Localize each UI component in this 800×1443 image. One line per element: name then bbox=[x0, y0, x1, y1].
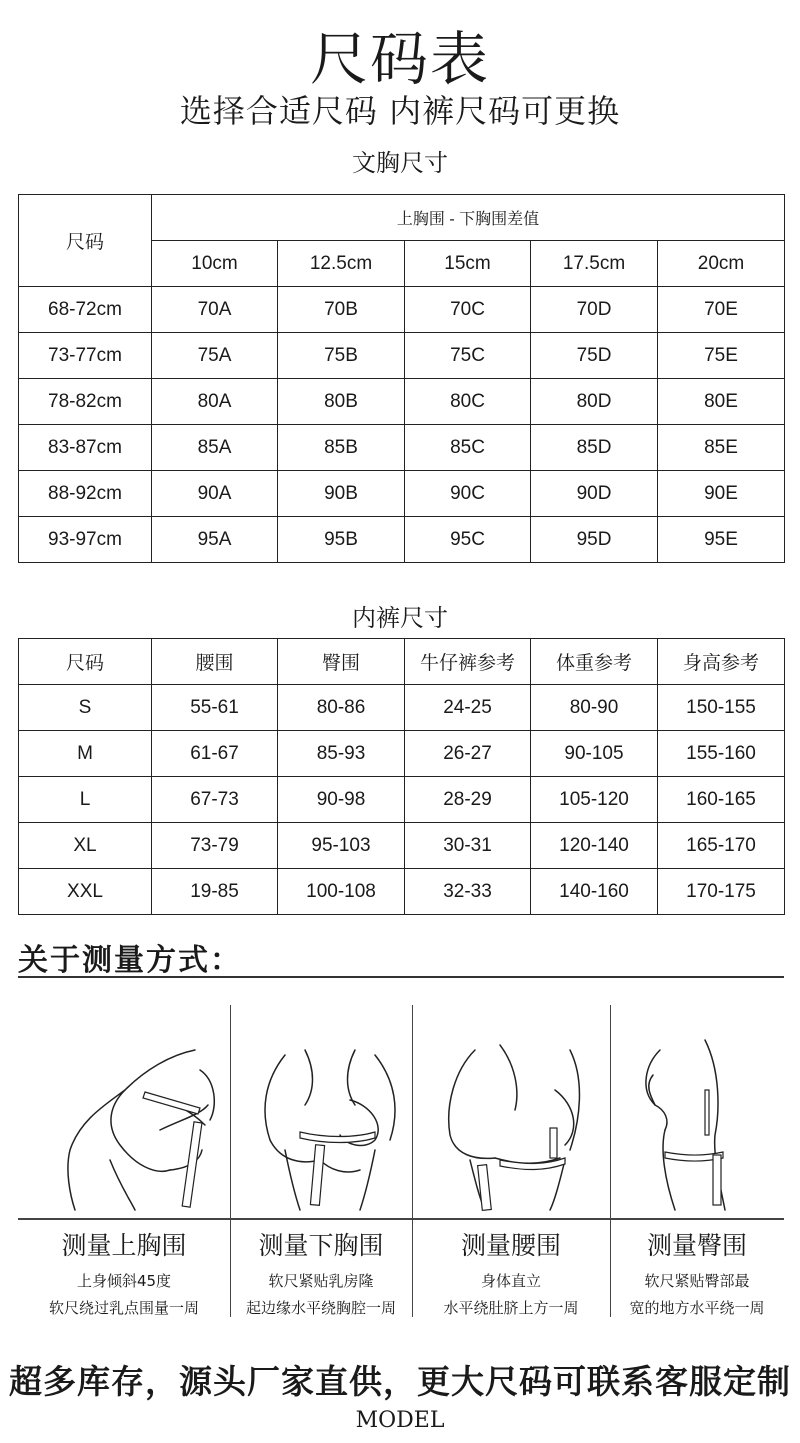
table-cell: 90E bbox=[658, 471, 785, 517]
table-cell: 160-165 bbox=[658, 777, 785, 823]
waist-desc bbox=[412, 1268, 610, 1322]
table-cell: 150-155 bbox=[658, 685, 785, 731]
table-cell: 85B bbox=[278, 425, 405, 471]
under-bust-desc bbox=[230, 1268, 412, 1322]
table-cell: 100-108 bbox=[278, 869, 405, 915]
hip-illustration bbox=[625, 1010, 775, 1215]
table-header-cell: 体重参考 bbox=[531, 639, 658, 685]
table-header-cell: 臀围 bbox=[278, 639, 405, 685]
table-cell: 80-86 bbox=[278, 685, 405, 731]
table-header-cell: 尺码 bbox=[19, 639, 152, 685]
table-cell: 140-160 bbox=[531, 869, 658, 915]
panties-section-title: 内裤尺寸 bbox=[352, 604, 448, 632]
bra-size-header: 尺码 bbox=[19, 195, 152, 287]
table-header-cell: 身高参考 bbox=[658, 639, 785, 685]
table-cell: 70B bbox=[278, 287, 405, 333]
table-cell: 155-160 bbox=[658, 731, 785, 777]
page-subtitle: 选择合适尺码 内裤尺码可更换 bbox=[179, 92, 621, 130]
under-bust-title: 测量下胸围 bbox=[258, 1231, 384, 1260]
table-row bbox=[19, 517, 785, 563]
table-cell: 28-29 bbox=[405, 777, 531, 823]
desc-line: 身体直立 bbox=[480, 1272, 541, 1290]
desc-line: 上身倾斜45度 bbox=[76, 1272, 172, 1290]
table-cell: 95B bbox=[278, 517, 405, 563]
table-cell: 88-92cm bbox=[19, 471, 152, 517]
page-title: 尺码表 bbox=[309, 25, 490, 93]
table-cell: 80C bbox=[405, 379, 531, 425]
panties-size-table bbox=[18, 638, 785, 915]
table-cell: 83-87cm bbox=[19, 425, 152, 471]
model-label: MODEL bbox=[355, 1408, 445, 1433]
table-row bbox=[19, 731, 785, 777]
table-cell: 95D bbox=[531, 517, 658, 563]
table-row bbox=[19, 425, 785, 471]
bra-diff-col: 10cm bbox=[152, 241, 278, 287]
table-cell: 80A bbox=[152, 379, 278, 425]
desc-line: 水平绕肚脐上方一周 bbox=[443, 1299, 579, 1317]
table-cell: 75A bbox=[152, 333, 278, 379]
table-cell: 95A bbox=[152, 517, 278, 563]
table-cell: 170-175 bbox=[658, 869, 785, 915]
table-row bbox=[19, 287, 785, 333]
under-bust-illustration bbox=[245, 1010, 410, 1215]
table-cell: 75B bbox=[278, 333, 405, 379]
upper-bust-desc bbox=[18, 1268, 230, 1322]
table-cell: 32-33 bbox=[405, 869, 531, 915]
bra-size-table bbox=[18, 194, 785, 563]
table-cell: 73-77cm bbox=[19, 333, 152, 379]
desc-line: 软尺绕过乳点围量一周 bbox=[48, 1299, 199, 1317]
table-cell: 90-105 bbox=[531, 731, 658, 777]
table-header-cell: 牛仔裤参考 bbox=[405, 639, 531, 685]
table-header-row bbox=[19, 639, 785, 685]
table-cell: XL bbox=[19, 823, 152, 869]
table-cell: 85A bbox=[152, 425, 278, 471]
table-cell: 80-90 bbox=[531, 685, 658, 731]
waist-title: 测量腰围 bbox=[460, 1231, 561, 1260]
table-cell: S bbox=[19, 685, 152, 731]
table-header-cell: 腰围 bbox=[152, 639, 278, 685]
table-cell: 90B bbox=[278, 471, 405, 517]
table-cell: 120-140 bbox=[531, 823, 658, 869]
table-cell: 75C bbox=[405, 333, 531, 379]
table-cell: 78-82cm bbox=[19, 379, 152, 425]
table-cell: 80B bbox=[278, 379, 405, 425]
table-row bbox=[19, 471, 785, 517]
table-row bbox=[19, 777, 785, 823]
table-cell: 55-61 bbox=[152, 685, 278, 731]
bra-section-title: 文胸尺寸 bbox=[352, 149, 448, 177]
table-cell: 67-73 bbox=[152, 777, 278, 823]
table-row bbox=[19, 869, 785, 915]
table-cell: 95C bbox=[405, 517, 531, 563]
table-cell: L bbox=[19, 777, 152, 823]
table-cell: 70C bbox=[405, 287, 531, 333]
table-cell: 80D bbox=[531, 379, 658, 425]
section-divider bbox=[18, 1218, 784, 1220]
table-cell: XXL bbox=[19, 869, 152, 915]
desc-line: 起边缘水平绕胸腔一周 bbox=[245, 1299, 396, 1317]
bra-diff-col: 15cm bbox=[405, 241, 531, 287]
table-cell: 85D bbox=[531, 425, 658, 471]
table-cell: 70D bbox=[531, 287, 658, 333]
table-cell: 70E bbox=[658, 287, 785, 333]
waist-illustration bbox=[430, 1010, 600, 1215]
upper-bust-illustration bbox=[50, 1010, 220, 1215]
table-cell: 93-97cm bbox=[19, 517, 152, 563]
heading-underline bbox=[18, 976, 784, 978]
bra-diff-header: 上胸围 - 下胸围差值 bbox=[152, 195, 785, 241]
table-cell: 85-93 bbox=[278, 731, 405, 777]
table-cell: 95E bbox=[658, 517, 785, 563]
table-cell: 24-25 bbox=[405, 685, 531, 731]
desc-line: 软尺紧贴臀部最 bbox=[644, 1272, 750, 1290]
table-cell: 75D bbox=[531, 333, 658, 379]
table-cell: 61-67 bbox=[152, 731, 278, 777]
table-cell: 85E bbox=[658, 425, 785, 471]
hip-desc bbox=[610, 1268, 784, 1322]
table-cell: 68-72cm bbox=[19, 287, 152, 333]
hip-title: 测量臀围 bbox=[646, 1231, 747, 1260]
table-row bbox=[19, 379, 785, 425]
table-cell: 90D bbox=[531, 471, 658, 517]
table-cell: 105-120 bbox=[531, 777, 658, 823]
table-cell: 90A bbox=[152, 471, 278, 517]
table-cell: 19-85 bbox=[152, 869, 278, 915]
desc-line: 软尺紧贴乳房隆 bbox=[268, 1272, 374, 1290]
measurement-heading: 关于测量方式： bbox=[18, 943, 242, 978]
upper-bust-title: 测量上胸围 bbox=[61, 1231, 187, 1260]
desc-line: 宽的地方水平绕一周 bbox=[629, 1299, 765, 1317]
table-cell: 90-98 bbox=[278, 777, 405, 823]
table-cell: 75E bbox=[658, 333, 785, 379]
table-row bbox=[19, 685, 785, 731]
table-cell: 85C bbox=[405, 425, 531, 471]
table-row bbox=[19, 823, 785, 869]
bra-diff-col: 20cm bbox=[658, 241, 785, 287]
table-cell: 90C bbox=[405, 471, 531, 517]
footer-slogan: 超多库存，源头厂家直供，更大尺码可联系客服定制 bbox=[9, 1362, 791, 1401]
table-cell: 95-103 bbox=[278, 823, 405, 869]
table-row bbox=[19, 333, 785, 379]
table-cell: 26-27 bbox=[405, 731, 531, 777]
table-cell: M bbox=[19, 731, 152, 777]
table-cell: 73-79 bbox=[152, 823, 278, 869]
bra-diff-col: 17.5cm bbox=[531, 241, 658, 287]
bra-diff-col: 12.5cm bbox=[278, 241, 405, 287]
table-cell: 70A bbox=[152, 287, 278, 333]
table-cell: 80E bbox=[658, 379, 785, 425]
table-cell: 165-170 bbox=[658, 823, 785, 869]
table-cell: 30-31 bbox=[405, 823, 531, 869]
